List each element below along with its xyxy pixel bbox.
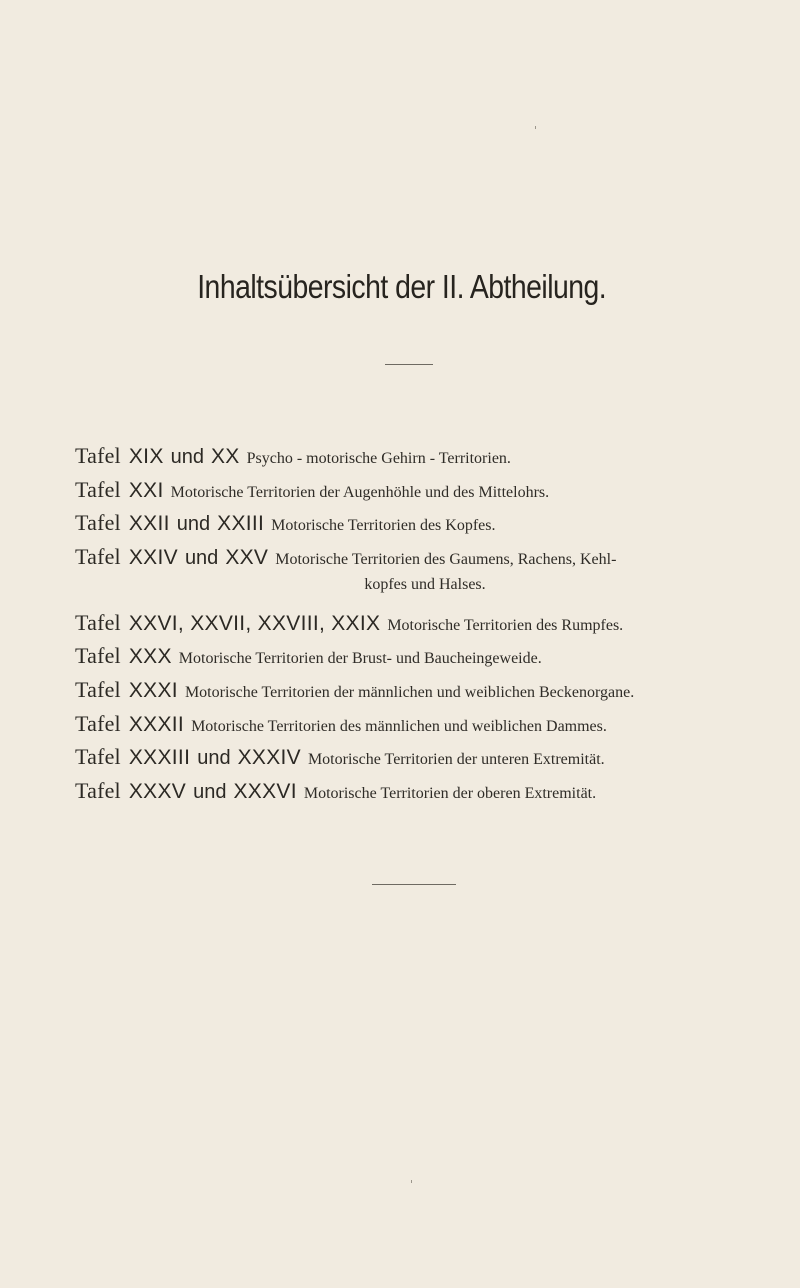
entry-lead: Tafel: [75, 609, 121, 635]
plate-number: XXXVI: [233, 779, 297, 803]
entry-lead: Tafel: [75, 710, 121, 736]
entry-description: Motorische Territorien des Gaumens, Rachens, Kehl-: [275, 550, 617, 568]
paper-speck: [535, 126, 536, 129]
page-title: Inhaltsübersicht der II. Abtheilung.: [197, 268, 607, 305]
entry-description: Motorische Territorien des Kopfes.: [271, 517, 496, 535]
contents-entry: [75, 643, 775, 677]
contents-entry: [75, 610, 775, 644]
entry-lead: Tafel: [75, 443, 121, 468]
entry-description: Motorische Territorien des Rumpfes.: [387, 616, 624, 634]
entry-description: Motorische Territorien der männlichen und weiblichen Beckenorgane.: [184, 683, 635, 701]
plate-number: XXXIII: [128, 746, 191, 770]
contents-entry: [75, 778, 775, 812]
entry-lead: Tafel: [75, 744, 121, 770]
contents-entry: [75, 711, 775, 745]
plate-number: XXXIV: [237, 746, 301, 770]
plate-number: XXIII: [217, 512, 265, 536]
plate-number: XXII: [128, 512, 170, 536]
plate-number: XXVI, XXVII, XXVIII, XXIX: [128, 611, 381, 635]
plate-number: XXIV: [128, 545, 178, 569]
entry-conjunction: und: [193, 780, 227, 803]
entry-lead: Tafel: [75, 510, 121, 536]
entry-lead: Tafel: [75, 777, 121, 803]
entry-conjunction: und: [197, 747, 231, 770]
entry-description: Motorische Territorien der oberen Extremität.: [303, 784, 597, 802]
contents-entry: [75, 744, 775, 778]
contents-entry: [75, 443, 775, 477]
contents-entry: [75, 677, 775, 711]
closing-divider: [372, 884, 456, 885]
entry-description: Motorische Territorien der unteren Extremität.: [307, 751, 605, 769]
plate-number: XXXII: [128, 712, 185, 736]
entry-description: Psycho - motorische Gehirn - Territorien.: [246, 450, 511, 467]
entry-description: Motorische Territorien der Brust- und Baucheingeweide.: [178, 650, 542, 668]
entry-lead: Tafel: [75, 476, 121, 502]
entry-description: Motorische Territorien der Augenhöhle und des Mittelohrs.: [170, 483, 550, 501]
plate-number: XXX: [128, 645, 172, 669]
entry-lead: Tafel: [75, 643, 121, 669]
entry-description: Motorische Territorien des männlichen und weiblichen Dammes.: [191, 717, 607, 735]
contents-entry: [75, 544, 775, 610]
entry-lead: Tafel: [75, 543, 121, 569]
title-divider: [385, 364, 433, 365]
plate-number: XXXV: [128, 779, 187, 803]
entry-conjunction: und: [170, 446, 204, 468]
paper-speck: [411, 1180, 412, 1183]
entry-conjunction: und: [184, 546, 219, 569]
entry-continuation: kopfes und Halses.: [364, 575, 486, 593]
entry-conjunction: und: [176, 513, 211, 536]
plate-number: XXXI: [128, 678, 178, 702]
entry-lead: Tafel: [75, 676, 121, 702]
contents-entry: [75, 477, 775, 511]
contents-entry: [75, 510, 775, 544]
contents-list: [75, 443, 775, 811]
plate-number: XIX: [128, 445, 164, 468]
plate-number: XXI: [128, 478, 164, 502]
plate-number: XX: [211, 445, 240, 468]
plate-number: XXV: [225, 545, 269, 569]
